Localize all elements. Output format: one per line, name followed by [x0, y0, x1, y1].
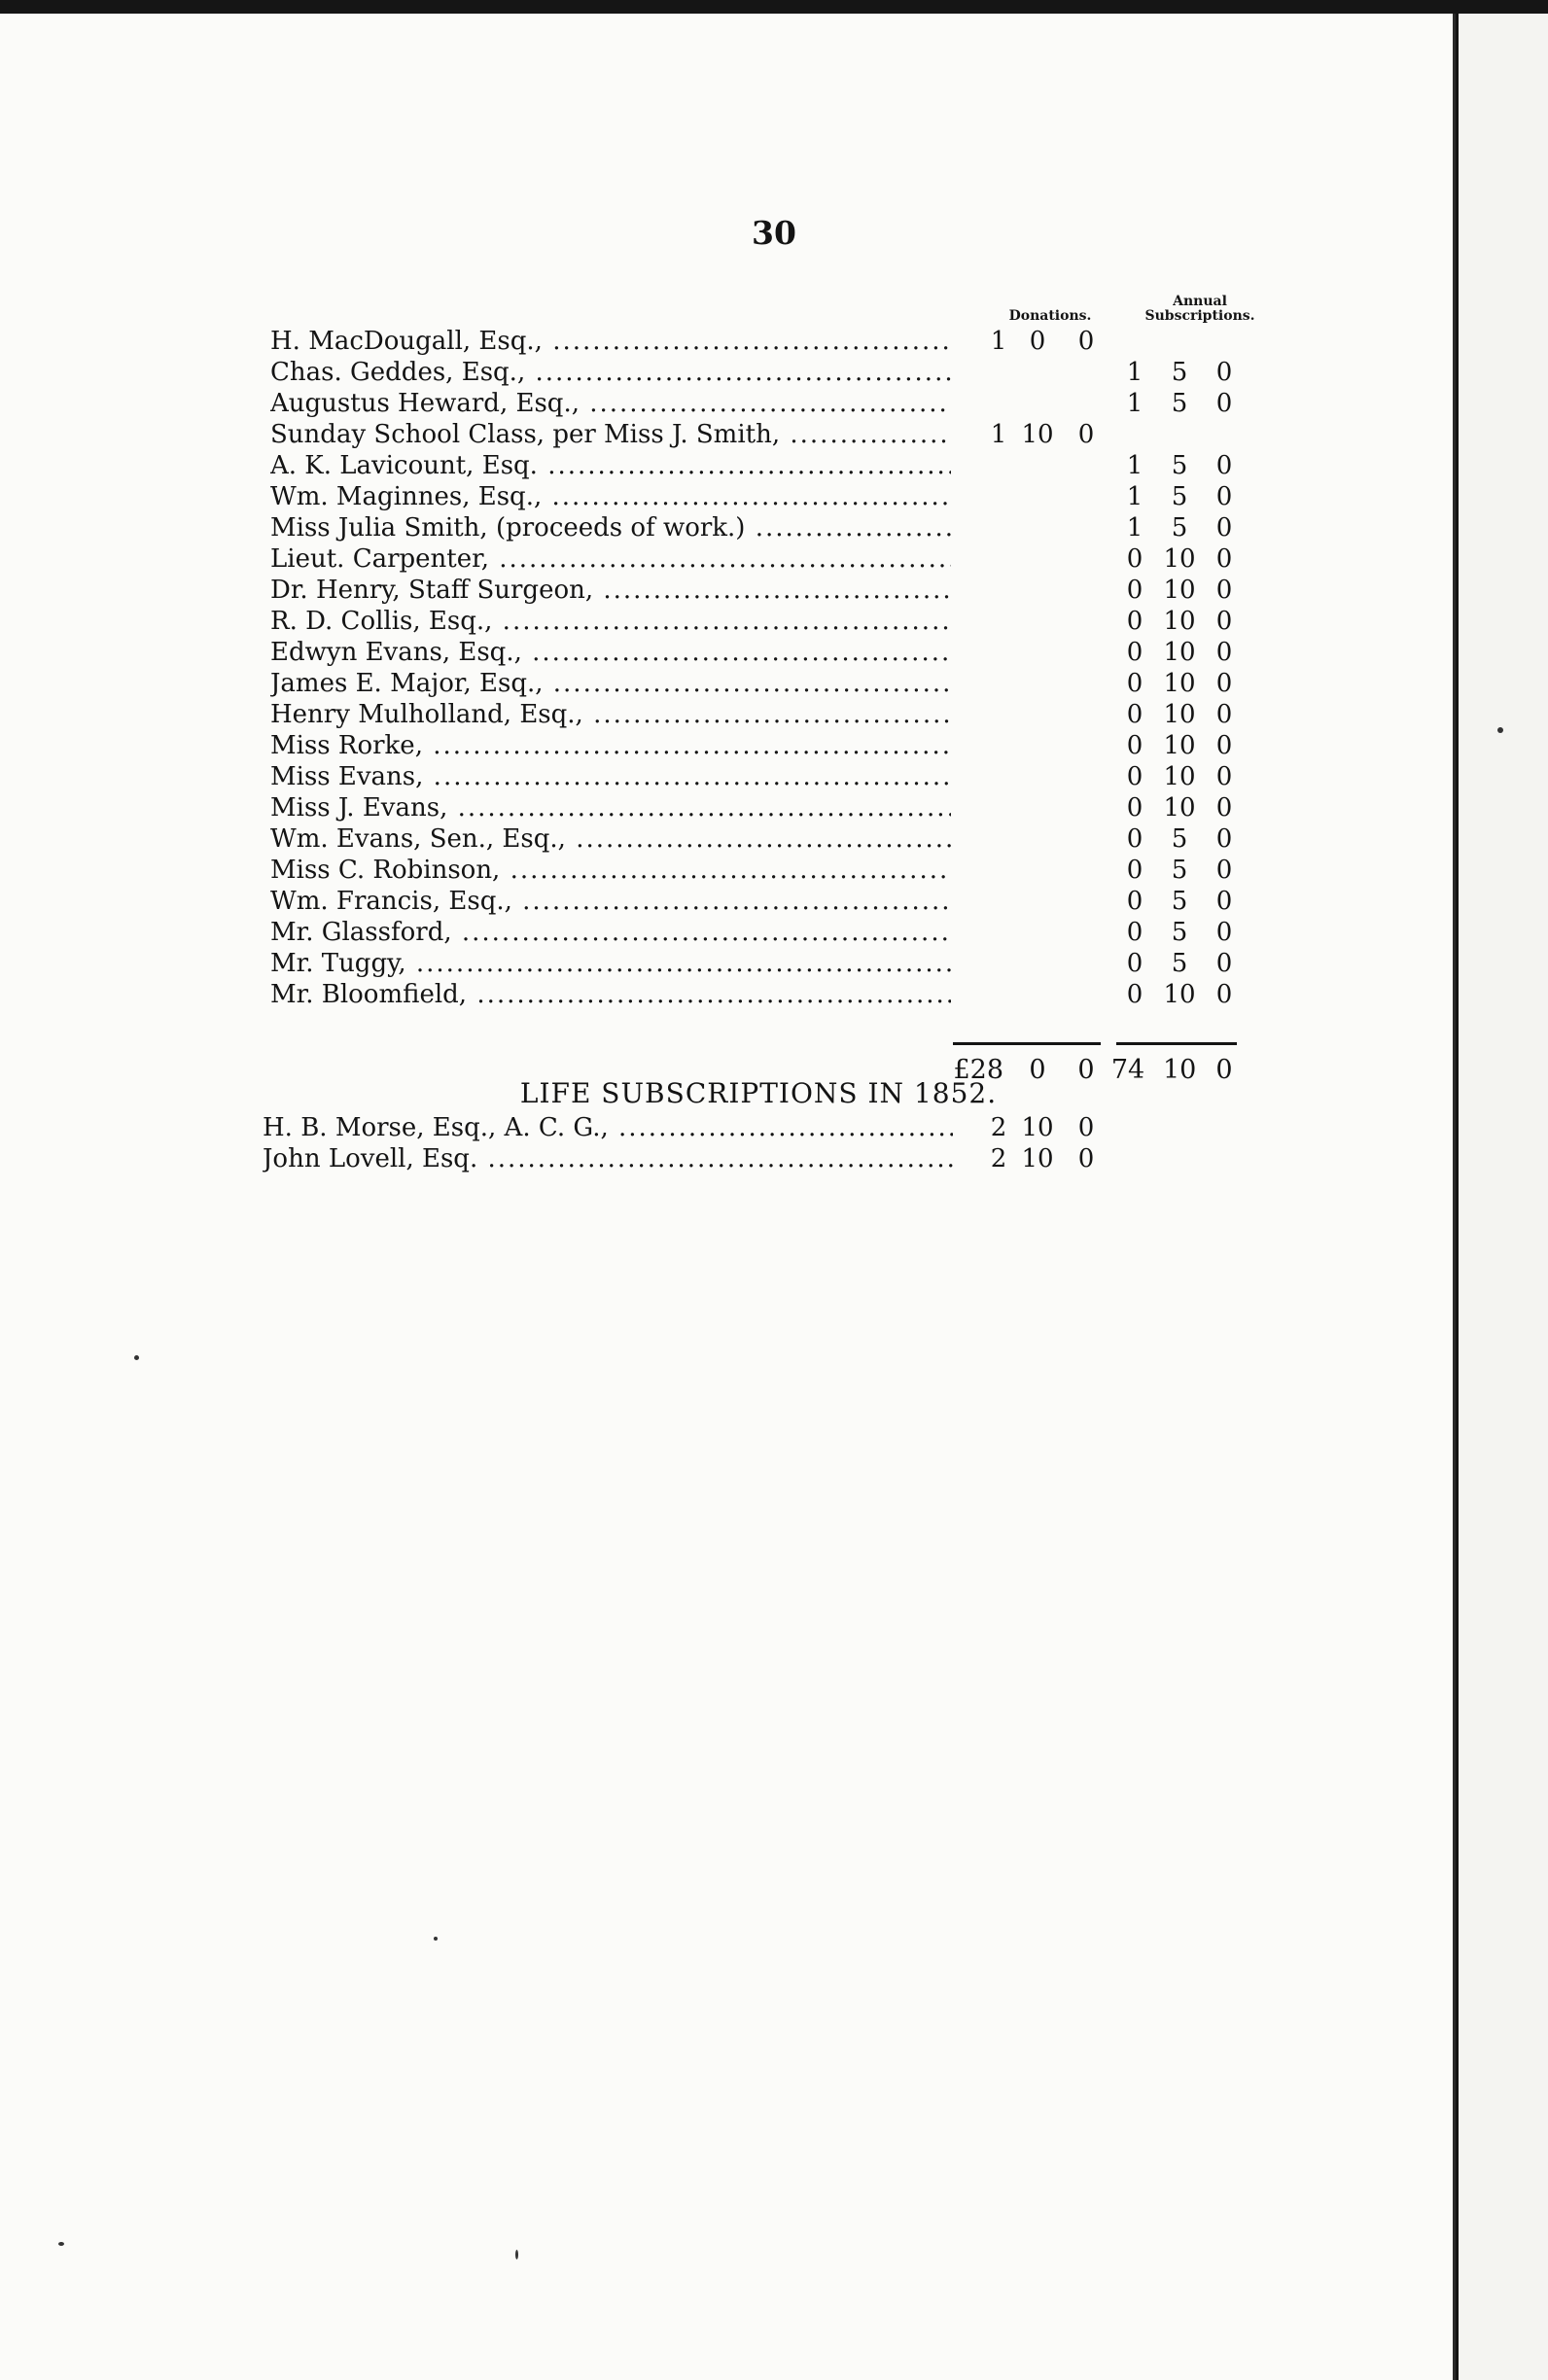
annual-pence: 0 [1215, 451, 1233, 480]
annual-pence: 0 [1215, 980, 1233, 1009]
annual-pounds: 0 [1126, 544, 1143, 574]
annual-pence: 0 [1215, 607, 1233, 636]
life-amount-shillings: 10 [1021, 1113, 1054, 1142]
life-amount-pence: 0 [1077, 1144, 1095, 1173]
annual-pounds: 1 [1126, 513, 1143, 542]
annual-pounds: 0 [1126, 576, 1143, 605]
list-item [0, 637, 1453, 668]
annual-pence: 0 [1215, 638, 1233, 667]
annual-shillings: 5 [1171, 358, 1188, 387]
annual-pence: 0 [1215, 918, 1233, 947]
annual-pounds: 0 [1126, 638, 1143, 667]
annual-shillings: 5 [1171, 824, 1188, 854]
annual-pounds: 1 [1126, 358, 1143, 387]
list-item [0, 699, 1453, 730]
subscriber-name: H. MacDougall, Esq., ..... [270, 326, 951, 357]
list-item [0, 326, 1453, 357]
annual-shillings: 10 [1163, 638, 1196, 667]
subscriber-name: Wm. Francis, Esq., ..... [270, 886, 951, 917]
donation-pence: 0 [1077, 420, 1095, 449]
annual-pounds: 0 [1126, 949, 1143, 978]
subscriber-name: Miss Rorke, ..... [270, 730, 951, 761]
list-item [0, 855, 1453, 886]
subscriber-name: Augustus Heward, Esq., ..... [270, 388, 951, 419]
list-item [0, 450, 1453, 481]
annual-pounds: 0 [1126, 607, 1143, 636]
annual-total-shillings: 10 [1163, 1055, 1197, 1085]
subscriber-name: Wm. Evans, Sen., Esq., ..... [270, 823, 951, 855]
donations-total-rule [953, 1042, 1101, 1045]
subscriber-name: Mr. Glassford, ..... [270, 917, 951, 948]
annual-pounds: 0 [1126, 669, 1143, 698]
annual-pounds: 1 [1126, 451, 1143, 480]
donation-pounds: 1 [990, 420, 1007, 449]
annual-shillings: 5 [1171, 887, 1188, 916]
annual-pence: 0 [1215, 887, 1233, 916]
annual-shillings: 10 [1163, 544, 1196, 574]
annual-shillings: 10 [1163, 731, 1196, 760]
list-item [0, 948, 1453, 979]
subscriber-name: Miss Julia Smith, (proceeds of work.) ..... [270, 512, 951, 543]
donation-shillings: 0 [1029, 327, 1046, 356]
subscriber-name: Wm. Maginnes, Esq., ..... [270, 481, 951, 512]
annual-shillings: 5 [1171, 513, 1188, 542]
subscriber-name: R. D. Collis, Esq., ..... [270, 606, 951, 637]
subscriber-name: Chas. Geddes, Esq., ..... [270, 357, 951, 388]
annual-pence: 0 [1215, 856, 1233, 885]
life-amount-pounds: 2 [990, 1144, 1007, 1173]
subscriber-name: Sunday School Class, per Miss J. Smith, ..... [270, 419, 951, 450]
list-item [0, 481, 1453, 512]
list-item [0, 730, 1453, 761]
speck [515, 2250, 518, 2259]
annual-shillings: 10 [1163, 669, 1196, 698]
annual-total-pence: 0 [1215, 1055, 1233, 1085]
annual-shillings: 10 [1163, 762, 1196, 791]
annual-pounds: 0 [1126, 980, 1143, 1009]
donations-total-pence: 0 [1077, 1055, 1095, 1085]
speck [434, 1937, 438, 1941]
annual-pounds: 0 [1126, 700, 1143, 729]
list-item [0, 1112, 1453, 1143]
annual-shillings: 10 [1163, 607, 1196, 636]
subscriber-name: Edwyn Evans, Esq., ..... [270, 637, 951, 668]
donation-shillings: 10 [1021, 420, 1054, 449]
annual-pence: 0 [1215, 389, 1233, 418]
speck [134, 1355, 139, 1360]
life-amount-pence: 0 [1077, 1113, 1095, 1142]
annual-shillings: 10 [1163, 793, 1196, 822]
subscriber-name: Lieut. Carpenter, ..... [270, 543, 951, 575]
list-item [0, 419, 1453, 450]
annual-pounds: 0 [1126, 793, 1143, 822]
list-item [0, 1143, 1453, 1174]
subscriber-name: Dr. Henry, Staff Surgeon, ..... [270, 575, 951, 606]
annual-pence: 0 [1215, 731, 1233, 760]
annual-pence: 0 [1215, 824, 1233, 854]
subscriber-name: Miss J. Evans, ..... [270, 792, 951, 823]
annual-pence: 0 [1215, 358, 1233, 387]
life-amount-pounds: 2 [990, 1113, 1007, 1142]
annual-pence: 0 [1215, 669, 1233, 698]
annual-shillings: 5 [1171, 949, 1188, 978]
annual-pence: 0 [1215, 793, 1233, 822]
life-subscriber-name: H. B. Morse, Esq., A. C. G., ..... [263, 1112, 953, 1143]
donation-pence: 0 [1077, 327, 1095, 356]
annual-pounds: 0 [1126, 918, 1143, 947]
annual-pence: 0 [1215, 949, 1233, 978]
annual-shillings: 5 [1171, 856, 1188, 885]
annual-shillings: 5 [1171, 389, 1188, 418]
subscriber-name: Miss C. Robinson, ..... [270, 855, 951, 886]
list-item [0, 357, 1453, 388]
annual-pounds: 1 [1126, 482, 1143, 511]
annual-pounds: 0 [1126, 762, 1143, 791]
annual-pounds: 1 [1126, 389, 1143, 418]
list-item [0, 792, 1453, 823]
subscriber-name: Mr. Tuggy, ..... [270, 948, 951, 979]
life-subscriber-name: John Lovell, Esq. ..... [263, 1143, 953, 1174]
speck [58, 2242, 64, 2246]
list-item [0, 388, 1453, 419]
page-number: 30 [752, 214, 796, 252]
subscriber-name: Henry Mulholland, Esq., ..... [270, 699, 951, 730]
annual-shillings: 5 [1171, 451, 1188, 480]
annual-shillings: 5 [1171, 918, 1188, 947]
donations-total-pounds: £28 [953, 1055, 1003, 1085]
list-item [0, 761, 1453, 792]
list-item [0, 886, 1453, 917]
donation-pounds: 1 [990, 327, 1007, 356]
annual-pounds: 0 [1126, 887, 1143, 916]
annual-pounds: 0 [1126, 731, 1143, 760]
annual-pence: 0 [1215, 482, 1233, 511]
subscriber-name: A. K. Lavicount, Esq. ..... [270, 450, 951, 481]
speck [1497, 727, 1503, 733]
annual-pounds: 0 [1126, 824, 1143, 854]
annual-pence: 0 [1215, 544, 1233, 574]
annual-shillings: 10 [1163, 700, 1196, 729]
list-item [0, 575, 1453, 606]
annual-pence: 0 [1215, 576, 1233, 605]
list-item [0, 543, 1453, 575]
adjacent-page-edge [1459, 14, 1548, 2380]
annual-shillings: 10 [1163, 980, 1196, 1009]
annual-total-pounds: 74 [1110, 1055, 1145, 1085]
list-item [0, 606, 1453, 637]
life-amount-shillings: 10 [1021, 1144, 1054, 1173]
annual-subscriptions-column-header: Annual Subscriptions. [1144, 294, 1255, 324]
subscriber-name: James E. Major, Esq., ..... [270, 668, 951, 699]
annual-pence: 0 [1215, 762, 1233, 791]
list-item [0, 823, 1453, 855]
donations-column-header: Donations. [1008, 308, 1092, 324]
subscriber-name: Mr. Bloomfield, ..... [270, 979, 951, 1010]
annual-total-rule [1116, 1042, 1237, 1045]
annual-pence: 0 [1215, 513, 1233, 542]
donations-total-shillings: 0 [1029, 1055, 1046, 1085]
life-subscriptions-heading: LIFE SUBSCRIPTIONS IN 1852. [519, 1077, 998, 1109]
list-item [0, 668, 1453, 699]
subscriber-name: Miss Evans, ..... [270, 761, 951, 792]
annual-shillings: 5 [1171, 482, 1188, 511]
list-item [0, 917, 1453, 948]
annual-pounds: 0 [1126, 856, 1143, 885]
list-item [0, 979, 1453, 1010]
annual-shillings: 10 [1163, 576, 1196, 605]
list-item [0, 512, 1453, 543]
annual-pence: 0 [1215, 700, 1233, 729]
